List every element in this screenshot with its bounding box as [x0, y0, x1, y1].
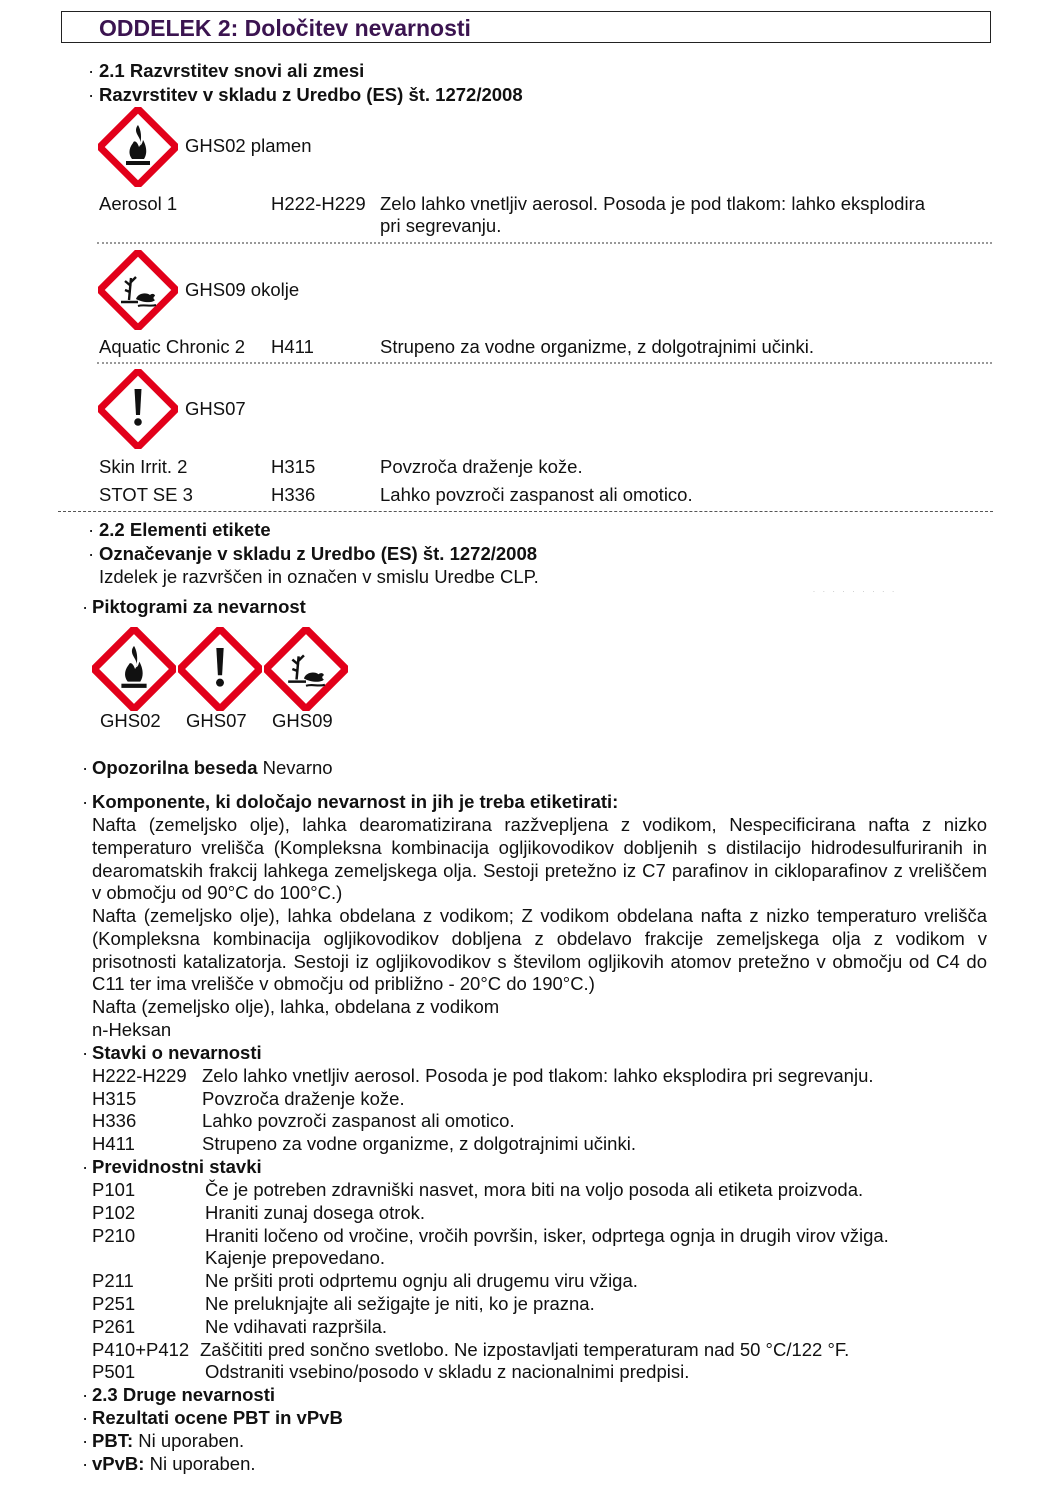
bullet: ·	[82, 1042, 89, 1063]
pictograms-label: Piktogrami za nevarnost	[92, 596, 306, 617]
pictogram-code: GHS07	[186, 710, 247, 731]
p-code: P102	[92, 1202, 136, 1223]
hazard-text: Lahko povzroči zaspanost ali omotico.	[380, 484, 693, 505]
exclamation-icon	[98, 369, 178, 449]
signal-word: Opozorilna beseda Nevarno	[92, 757, 333, 778]
hazard-code: H336	[271, 484, 316, 505]
classification: Aquatic Chronic 2	[99, 336, 246, 357]
p-code: P251	[92, 1293, 136, 1314]
p-text: Hraniti ločeno od vročine, vročih površin, isker, odprtega ognja in drugih virov vžiga.	[205, 1225, 889, 1246]
hazard-text-cont: pri segrevanju.	[380, 215, 502, 236]
s22-subheading: Označevanje v skladu z Uredbo (ES) št. 1272/2008	[99, 543, 538, 564]
component-2: Nafta (zemeljsko olje), lahka obdelana z vodikom; Z vodikom obdelana nafta z nizko temperaturo vrelišča (Kompleksna kombinacija ogljikovodikov dobljena z obdelavo frakcije zemeljskega olja z vodikom v prisotnosti katalizatorja. Sestoji iz ogljikovodikov s številom ogljikovih atomov pretežno v območju od C4 do C11 ter ima vrelišče v območju od približno - 20°C do 190°C.)	[92, 905, 987, 995]
section-header	[61, 11, 991, 43]
bullet: ·	[82, 1156, 89, 1177]
component-1: Nafta (zemeljsko olje), lahka dearomatizirana razžveplјena z vodikom, Nespecificirana nafta z nizko temperaturo vrelišča (Kompleksna kombinacija ogljikovodikov dobljenih s distilacijo hidrodesulfuriranih in dearomatskih frakcij lahkega zemeljskega olja. Sestoji pretežno iz C7 parafinov in cikloparafinov z vreliščem v območju od 90°C do 100°C.)	[92, 814, 987, 904]
section-title: ODDELEK 2: Določitev nevarnosti	[99, 15, 471, 41]
components-label: Komponente, ki določajo nevarnost in jih je treba etiketirati:	[92, 791, 619, 812]
bullet: ·	[88, 519, 95, 540]
divider	[97, 242, 992, 244]
classification: Aerosol 1	[99, 193, 178, 214]
s23-heading: 2.3 Druge nevarnosti	[92, 1384, 276, 1405]
pictogram-label: GHS09 okolje	[185, 279, 300, 300]
bullet: ·	[82, 596, 89, 617]
p-text: Ne preluknjajte ali sežigajte je niti, ko je prazna.	[205, 1293, 595, 1314]
hazard-text: Zelo lahko vnetljiv aerosol. Posoda je pod tlakom: lahko eksplodira	[380, 193, 926, 214]
p-text-cont: Kajenje prepovedano.	[205, 1247, 386, 1268]
h-text: Zelo lahko vnetljiv aerosol. Posoda je pod tlakom: lahko eksplodira pri segrevanju.	[202, 1065, 874, 1086]
pbt-heading: Rezultati ocene PBT in vPvB	[92, 1407, 343, 1428]
vpvb-line: vPvB: Ni uporaben.	[92, 1453, 256, 1474]
flame-icon	[98, 107, 178, 187]
h-code: H315	[92, 1088, 137, 1109]
h-code: H336	[92, 1110, 137, 1131]
p-code: P410+P412	[92, 1339, 190, 1360]
flame-icon	[92, 627, 176, 711]
section-divider	[58, 511, 993, 512]
bullet: ·	[82, 757, 89, 778]
classification: Skin Irrit. 2	[99, 456, 188, 477]
p-code: P501	[92, 1361, 136, 1382]
environment-icon	[98, 250, 178, 330]
pbt-line: PBT: Ni uporaben.	[92, 1430, 245, 1451]
s21-subheading: Razvrstitev v skladu z Uredbo (ES) št. 1272/2008	[99, 84, 523, 105]
classification: STOT SE 3	[99, 484, 193, 505]
p-text: Zaščititi pred sončno svetlobo. Ne izpostavljati temperaturam nad 50 °C/122 °F.	[200, 1339, 850, 1360]
hazard-text: Strupeno za vodne organizme, z dolgotrajnimi učinki.	[380, 336, 814, 357]
p-text: Odstraniti vsebino/posodo v skladu z nacionalnimi predpisi.	[205, 1361, 690, 1382]
p-text: Ne pršiti proti odprtemu ognju ali drugemu viru vžiga.	[205, 1270, 638, 1291]
precaution-label: Previdnostni stavki	[92, 1156, 262, 1177]
s22-heading: 2.2 Elementi etikete	[99, 519, 271, 540]
h-code: H222-H229	[92, 1065, 187, 1086]
bullet: ·	[82, 1430, 89, 1451]
component-3: Nafta (zemeljsko olje), lahka, obdelana z vodikom	[92, 996, 500, 1017]
hazard-code: H315	[271, 456, 316, 477]
p-text: Hraniti zunaj dosega otrok.	[205, 1202, 426, 1223]
bullet: ·	[82, 1453, 89, 1474]
pictogram-label: GHS02 plamen	[185, 135, 312, 156]
clp-note: Izdelek je razvrščen in označen v smislu Uredbe CLP.	[99, 566, 539, 587]
bullet: ·	[82, 1407, 89, 1428]
hazard-code: H222-H229	[271, 193, 366, 214]
exclamation-icon	[178, 627, 262, 711]
hazard-text: Povzroča draženje kože.	[380, 456, 583, 477]
hazard-code: H411	[271, 336, 314, 357]
bullet: ·	[88, 84, 95, 105]
p-text: Ne vdihavati razpršila.	[205, 1316, 387, 1337]
divider	[97, 362, 992, 364]
environment-icon	[264, 627, 348, 711]
pictogram-code: GHS02	[100, 710, 161, 731]
bullet: ·	[82, 1384, 89, 1405]
h-text: Strupeno za vodne organizme, z dolgotrajnimi učinki.	[202, 1133, 636, 1154]
p-text: Če je potreben zdravniški nasvet, mora biti na voljo posoda ali etiketa proizvoda.	[205, 1179, 864, 1200]
h-text: Povzroča draženje kože.	[202, 1088, 405, 1109]
h-text: Lahko povzroči zaspanost ali omotico.	[202, 1110, 515, 1131]
pictogram-label: GHS07	[185, 398, 246, 419]
bullet: ·	[88, 60, 95, 81]
bullet: ·	[82, 791, 89, 812]
p-code: P211	[92, 1270, 134, 1291]
component-4: n-Heksan	[92, 1019, 172, 1040]
h-code: H411	[92, 1133, 135, 1154]
hazard-label: Stavki o nevarnosti	[92, 1042, 262, 1063]
p-code: P261	[92, 1316, 136, 1337]
bullet: ·	[88, 543, 95, 564]
pictogram-code: GHS09	[272, 710, 333, 731]
p-code: P210	[92, 1225, 136, 1246]
p-code: P101	[92, 1179, 136, 1200]
s21-heading: 2.1 Razvrstitev snovi ali zmesi	[99, 60, 365, 81]
